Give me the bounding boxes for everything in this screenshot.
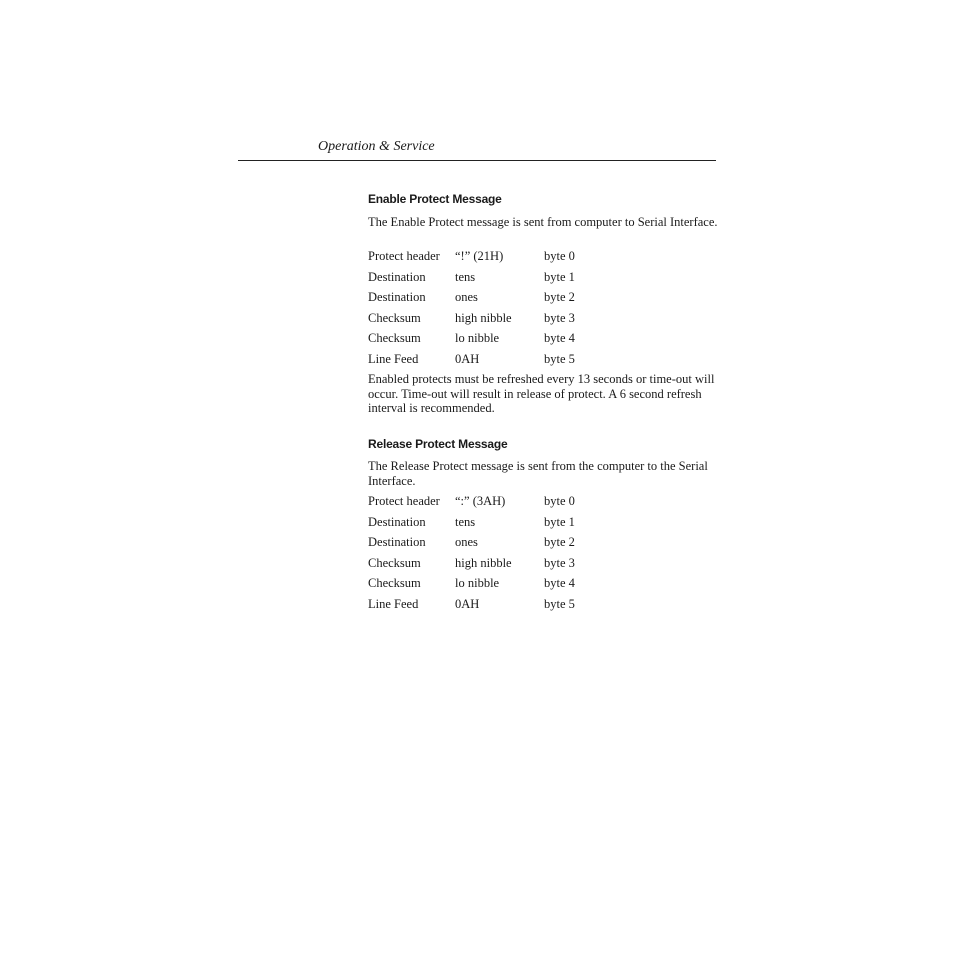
field-value: tens (455, 514, 476, 529)
field-byte: byte 1 (544, 514, 575, 529)
field-byte: byte 0 (544, 249, 575, 263)
enable-protect-heading: Enable Protect Message (368, 192, 502, 206)
table-row (368, 597, 718, 618)
field-value: lo nibble (455, 331, 500, 346)
field-name: Destination (368, 269, 426, 284)
field-name: Protect header (368, 494, 440, 508)
field-value: 0AH (455, 351, 480, 366)
table-row (368, 331, 718, 352)
field-byte: byte 2 (544, 535, 575, 550)
field-name: Checksum (368, 310, 421, 325)
table-row (368, 290, 718, 311)
field-name: Checksum (368, 576, 421, 591)
field-byte: byte 5 (544, 596, 575, 611)
table-row (368, 556, 718, 577)
header-rule (238, 160, 716, 161)
release-protect-heading: Release Protect Message (368, 437, 508, 451)
release-protect-intro: The Release Protect message is sent from the computer to the Serial Interface. (368, 459, 708, 488)
field-name: Checksum (368, 555, 421, 570)
field-name: Protect header (368, 249, 440, 263)
table-row (368, 352, 718, 373)
field-name: Line Feed (368, 351, 419, 366)
enable-protect-intro: The Enable Protect message is sent from computer to Serial Interface. (368, 215, 718, 229)
field-byte: byte 2 (544, 290, 575, 305)
release-protect-table (368, 494, 718, 618)
field-value: high nibble (455, 555, 512, 570)
field-value: “!” (21H) (455, 249, 504, 263)
table-row (368, 576, 718, 597)
field-value: lo nibble (455, 576, 500, 591)
table-row (368, 249, 718, 270)
field-name: Checksum (368, 331, 421, 346)
field-byte: byte 3 (544, 310, 575, 325)
table-row (368, 494, 718, 515)
table-row (368, 270, 718, 291)
field-value: “:” (3AH) (455, 494, 506, 508)
field-byte: byte 0 (544, 494, 575, 508)
field-name: Line Feed (368, 596, 419, 611)
field-byte: byte 1 (544, 269, 575, 284)
field-value: ones (455, 290, 478, 305)
enable-protect-note: Enabled protects must be refreshed every 13 seconds or time-out will occur. Time-out will result in release of protect. A 6 second refresh interval is recommended. (368, 372, 715, 415)
field-byte: byte 4 (544, 576, 575, 591)
field-byte: byte 5 (544, 351, 575, 366)
field-value: ones (455, 535, 478, 550)
field-value: high nibble (455, 310, 512, 325)
enable-protect-table (368, 249, 718, 373)
running-header: Operation & Service (318, 139, 435, 154)
field-value: 0AH (455, 596, 480, 611)
field-name: Destination (368, 514, 426, 529)
field-name: Destination (368, 535, 426, 550)
table-row (368, 535, 718, 556)
field-byte: byte 3 (544, 555, 575, 570)
table-row (368, 515, 718, 536)
field-byte: byte 4 (544, 331, 575, 346)
field-value: tens (455, 269, 476, 284)
field-name: Destination (368, 290, 426, 305)
table-row (368, 311, 718, 332)
